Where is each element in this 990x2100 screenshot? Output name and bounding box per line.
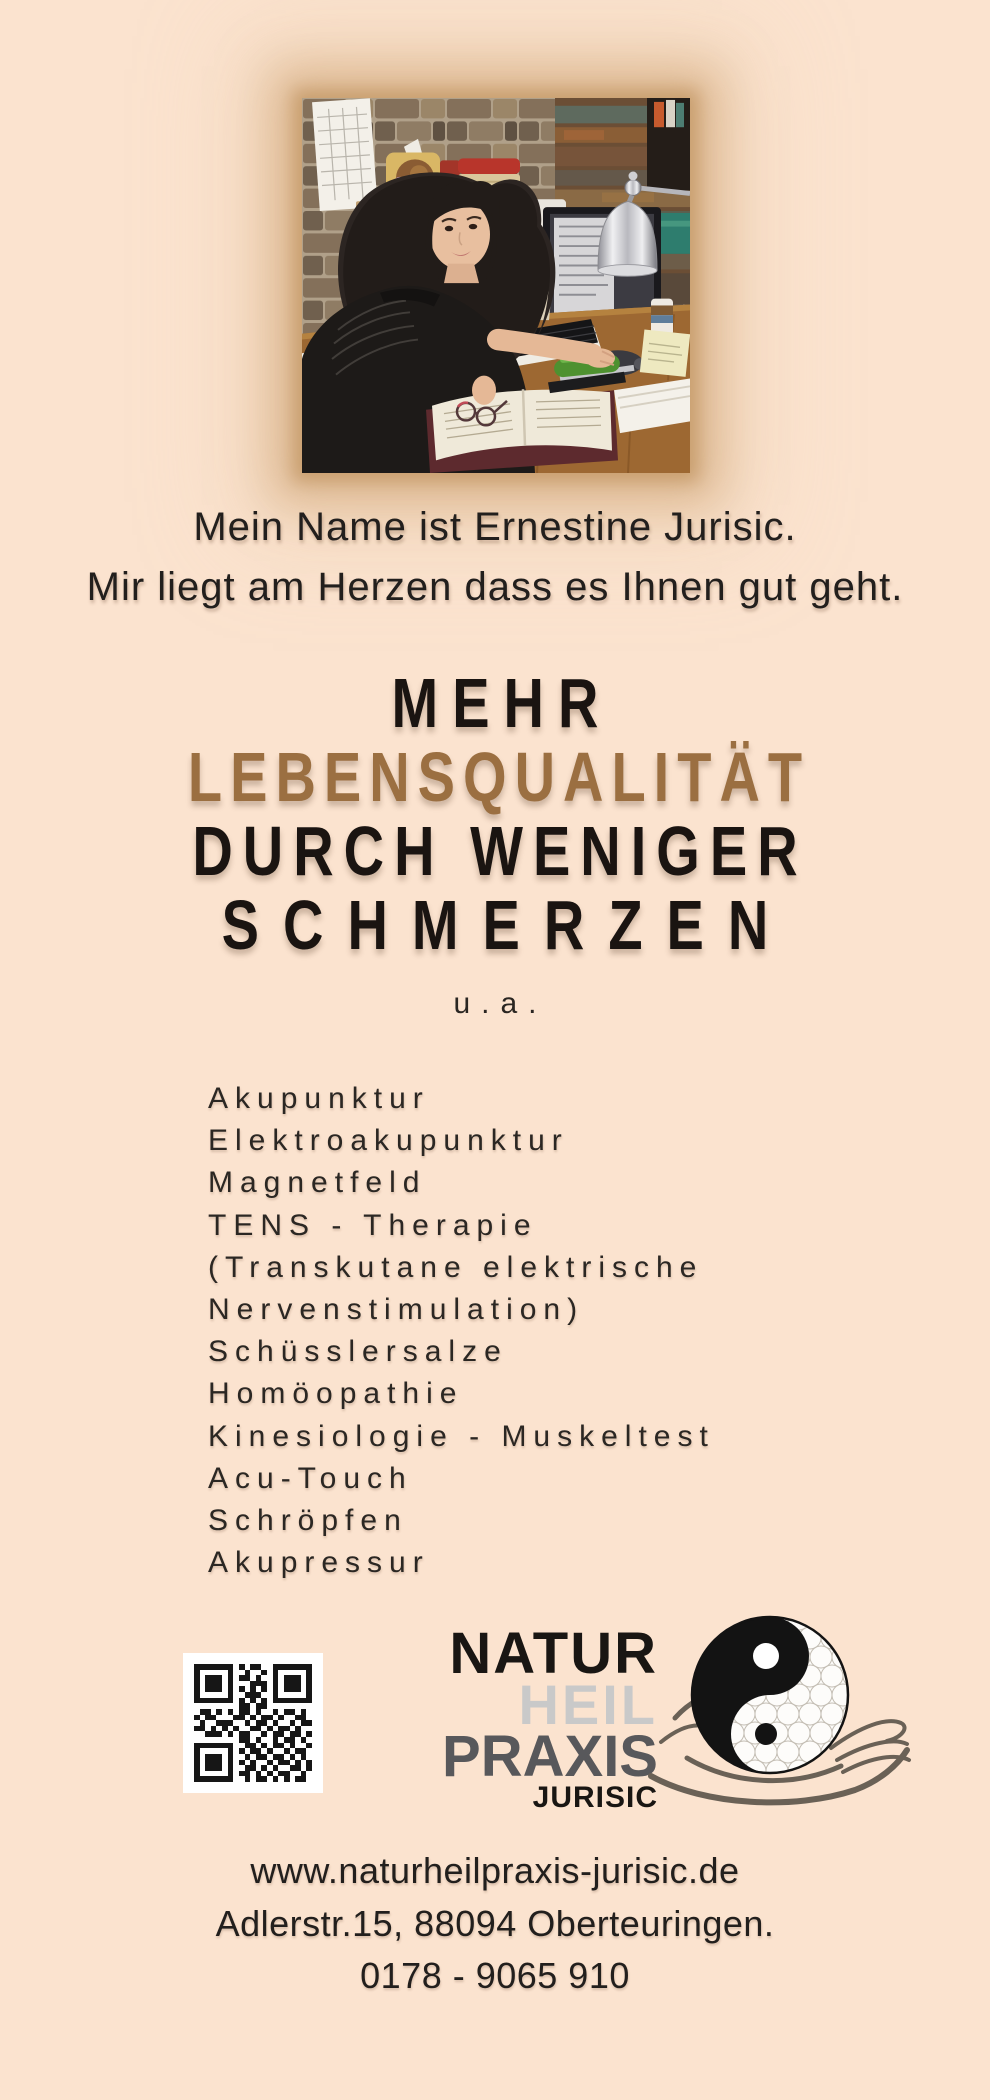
logo-word-heil: HEIL [518, 1673, 658, 1736]
service-item: Homöopathie [208, 1377, 464, 1411]
service-item: Kinesiologie - Muskeltest [208, 1419, 715, 1453]
intro-line-1: Mein Name ist Ernestine Jurisic. [193, 505, 797, 549]
yin-yang-in-hand [645, 1600, 925, 1850]
logo-word-jurisic: JURISIC [532, 1781, 658, 1814]
service-item: (Transkutane elektrische [208, 1250, 704, 1284]
intro-text [0, 497, 990, 617]
service-item: TENS - Therapie [208, 1208, 538, 1242]
service-item: Akupressur [208, 1546, 430, 1580]
logo-word-praxis: PRAXIS [442, 1724, 658, 1789]
subnote: u.a. [453, 987, 548, 1020]
logo-word-natur: NATUR [449, 1621, 658, 1686]
headline-line-3: DURCH WENIGER [192, 811, 808, 890]
portrait-photo [302, 98, 690, 473]
service-item: Elektroakupunktur [208, 1124, 569, 1158]
service-item: Nervenstimulation) [208, 1293, 585, 1327]
services-list [208, 1078, 715, 1584]
qr-code [183, 1653, 323, 1793]
contact-block [0, 1845, 990, 2003]
service-item: Acu-Touch [208, 1461, 413, 1495]
yin-yang-icon [645, 1600, 925, 1850]
logo [340, 1621, 658, 1814]
address-text: Adlerstr.15, 88094 Oberteuringen. [215, 1902, 775, 1944]
headline-line-2: LEBENSQUALITÄT [187, 737, 811, 816]
service-item: Schröpfen [208, 1504, 408, 1538]
qr-code-grid [194, 1664, 312, 1782]
headline-line-1: MEHR [391, 663, 613, 742]
service-item: Akupunktur [208, 1082, 430, 1115]
intro-line-2: Mir liegt am Herzen dass es Ihnen gut geht. [86, 565, 904, 609]
headline [0, 663, 990, 964]
website-text: www.naturheilpraxis-jurisic.de [250, 1850, 740, 1891]
portrait-photo-scene [302, 98, 690, 473]
service-item: Schüsslersalze [208, 1335, 508, 1369]
open-book [426, 389, 618, 473]
phone-text: 0178 - 9065 910 [360, 1955, 630, 1997]
service-item: Magnetfeld [208, 1166, 427, 1200]
headline-line-4: SCHMERZEN [221, 885, 793, 964]
